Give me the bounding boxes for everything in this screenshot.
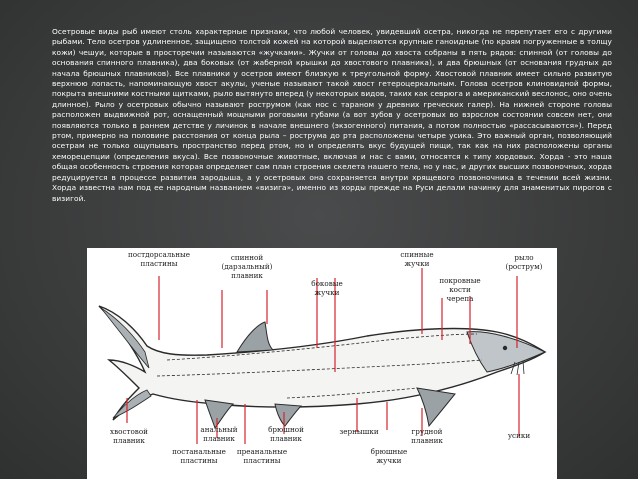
- label-grains: зернышки: [339, 427, 379, 436]
- label-lateral-line2: жучки: [314, 288, 340, 297]
- label-barbels: усики: [507, 431, 531, 440]
- body-paragraph: Осетровые виды рыб имеют столь характерные признаки, что любой человек, увидевший осетра, никогда не перепутает его с другими рыбами. Тело осетров удлиненное, защищено толстой кожей на которой выделяются крупные ганоидные (по краям погруженные в толщу кожи) чешуи, которые в просторечии называются «жучками». Жучки от головы до хвоста собраны в пять рядов: спинной (от головы до основания спинного плавника), два боковых (от жаберной крышки до хвостового плавника), и два брюшных (от основания грудных до начала брюшных плавников). Все плавники у осетров имеют близкую к треугольной форму. Хвостовой плавник имеет сильно развитую верхнюю лопасть, напоминающую хвост акулы, ученые называют такой хвост гетероцеркальным. Голова осетров клиновидной формы, покрыта внешними костными щитками, рыло вытянуто вперед (у некоторых видов, таких как севрюга и американский веслонос, оно очень длинное). Рыло у осетровых обычно называют рострумом (как нос с тараном у древних греческих галер). На нижней стороне головы расположен выдвижной рот, оснащенный мощными роговыми губами (а вот зубов у осетровых во взрослом состоянии совсем нет, они появляются только в раннем детстве у личинок в начале внешнего (экзогенного) питания, а потом полностью «рассасываются»). Перед ртом, примерно на половине расстояния от конца рыла – рострума до рта расположены четыре усика. Это важный орган, позволяющий осетрам не только ощупывать пространство перед ртом, но и определять вкус будущей пищи, так как на них расположены органы хеморецепции (определения вкуса). Все позвоночные животные, включая и нас с вами, относятся к типу хордовых. Хорда - это наша общая особенность строения которая определяет сам план строения скелета нашего тела, но у нас, и других высших позвоночных, хорда редуцируется в процессе развития зародыша, а у осетровых она сохраняется внутри хрящевого позвоночника в течении всей жизни. Хорда известна нам под ее народным названием «визига», именно из хорды прежде на Руси делали начинку для знаменитых пирогов с визигой.: [52, 27, 612, 203]
- label-lateral-line1: боковые: [311, 279, 343, 288]
- label-anal-line2: плавник: [203, 434, 235, 443]
- label-caudal-line2: плавник: [113, 436, 145, 445]
- label-dorsal-fin-line2: (дарзальный): [221, 262, 273, 271]
- label-anal-line1: анальный: [200, 425, 238, 434]
- label-preanal-line2: пластины: [243, 456, 281, 465]
- label-pectoral-line2: плавник: [411, 436, 443, 445]
- sturgeon-diagram: [87, 248, 557, 479]
- label-preanal-line1: преанальные: [236, 447, 288, 456]
- label-cover-line3: черепа: [446, 294, 474, 303]
- label-ventral-line1: брюшной: [268, 425, 304, 434]
- label-abdominal-line1: брюшные: [370, 447, 408, 456]
- label-postanal-line1: постанальные: [172, 447, 226, 456]
- label-ventral-line2: плавник: [270, 434, 302, 443]
- label-postanal-line2: пластины: [180, 456, 218, 465]
- label-dorsal-scutes-line1: спинные: [400, 250, 434, 259]
- label-abdominal-line2: жучки: [376, 456, 402, 465]
- label-snout-line1: рыло: [514, 253, 534, 262]
- label-snout-line2: (рострум): [505, 262, 543, 271]
- label-postdorsal-line2: пластины: [140, 259, 178, 268]
- label-pectoral-line1: грудной: [411, 427, 443, 436]
- label-dorsal-scutes-line2: жучки: [404, 259, 430, 268]
- sturgeon-body: [99, 306, 545, 428]
- label-dorsal-fin-line3: плавник: [231, 271, 263, 280]
- label-cover-line1: покровные: [439, 276, 481, 285]
- label-dorsal-fin-line1: спинной: [230, 253, 264, 262]
- label-caudal-line1: хвостовой: [110, 427, 148, 436]
- label-postdorsal-line1: постдорсальные: [127, 250, 191, 259]
- label-cover-line2: кости: [449, 285, 471, 294]
- sturgeon-illustration: [87, 248, 557, 479]
